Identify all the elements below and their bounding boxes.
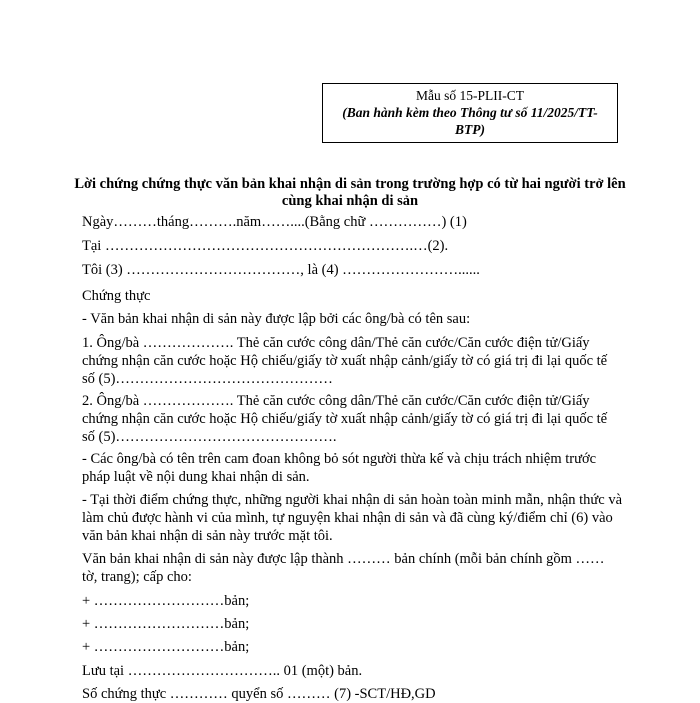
copy-item: + ………………………bản; — [82, 639, 250, 655]
form-code: Mẫu số 15-PLII-CT — [416, 88, 524, 103]
copy-item: + ………………………bản; — [82, 616, 250, 632]
date-line: Ngày………tháng……….năm……....(Bằng chữ ……………) (1) — [82, 214, 467, 230]
form-issued-by: (Ban hành kèm theo Thông tư số 11/2025/TT-BTP) — [342, 105, 598, 137]
certification-number-line: Số chứng thực ………… quyển số ……… (7) -SCT/HĐ,GD — [82, 686, 436, 702]
place-line: Tại ……………………………………………………….…(2). — [82, 238, 449, 254]
certify-heading: Chứng thực — [82, 288, 151, 304]
copy-item: + ………………………bản; — [82, 593, 250, 609]
archive-line: Lưu tại ………………………….. 01 (một) bản. — [82, 663, 363, 679]
certification-moment-paragraph: - Tại thời điểm chứng thực, những người khai nhận di sản hoàn toàn minh mẫn, nhận thức và làm chủ được hành vi của mình, tự nguyện khai nhận di sản và đã cùng ký/điểm chỉ (6) vào văn bản khai nhận di sản này trước mặt tôi. — [82, 492, 623, 544]
copies-paragraph: Văn bản khai nhận di sản này được lập thành ……… bản chính (mỗi bản chính gồm …… tờ, trang); cấp cho: — [82, 551, 605, 585]
document-title: Lời chứng chứng thực văn bản khai nhận di sản trong trường hợp có từ hai người trở lên cùng khai nhận di sản — [74, 176, 626, 209]
commitment-paragraph: - Các ông/bà có tên trên cam đoan không bỏ sót người thừa kế và chịu trách nhiệm trước pháp luật về nội dung khai nhận di sản. — [82, 451, 597, 485]
intro-paragraph: - Văn bản khai nhận di sản này được lập bởi các ông/bà có tên sau: — [82, 311, 471, 327]
form-code-box — [322, 83, 618, 143]
certifier-line: Tôi (3) ………………………………, là (4) ……………………...... — [82, 262, 480, 278]
person-1-paragraph: 1. Ông/bà ………………. Thẻ căn cước công dân/Thẻ căn cước/Căn cước điện tử/Giấy chứng nhận căn cước hoặc Hộ chiếu/giấy tờ xuất nhập cảnh/giấy tờ có giá trị đi lại quốc tế số (5)……………………………………… — [82, 335, 608, 387]
person-2-paragraph: 2. Ông/bà ………………. Thẻ căn cước công dân/Thẻ căn cước/Căn cước điện tử/Giấy chứng nhận căn cước hoặc Hộ chiếu/giấy tờ xuất nhập cảnh/giấy tờ có giá trị đi lại quốc tế số (5)………………………………………. — [82, 393, 608, 445]
